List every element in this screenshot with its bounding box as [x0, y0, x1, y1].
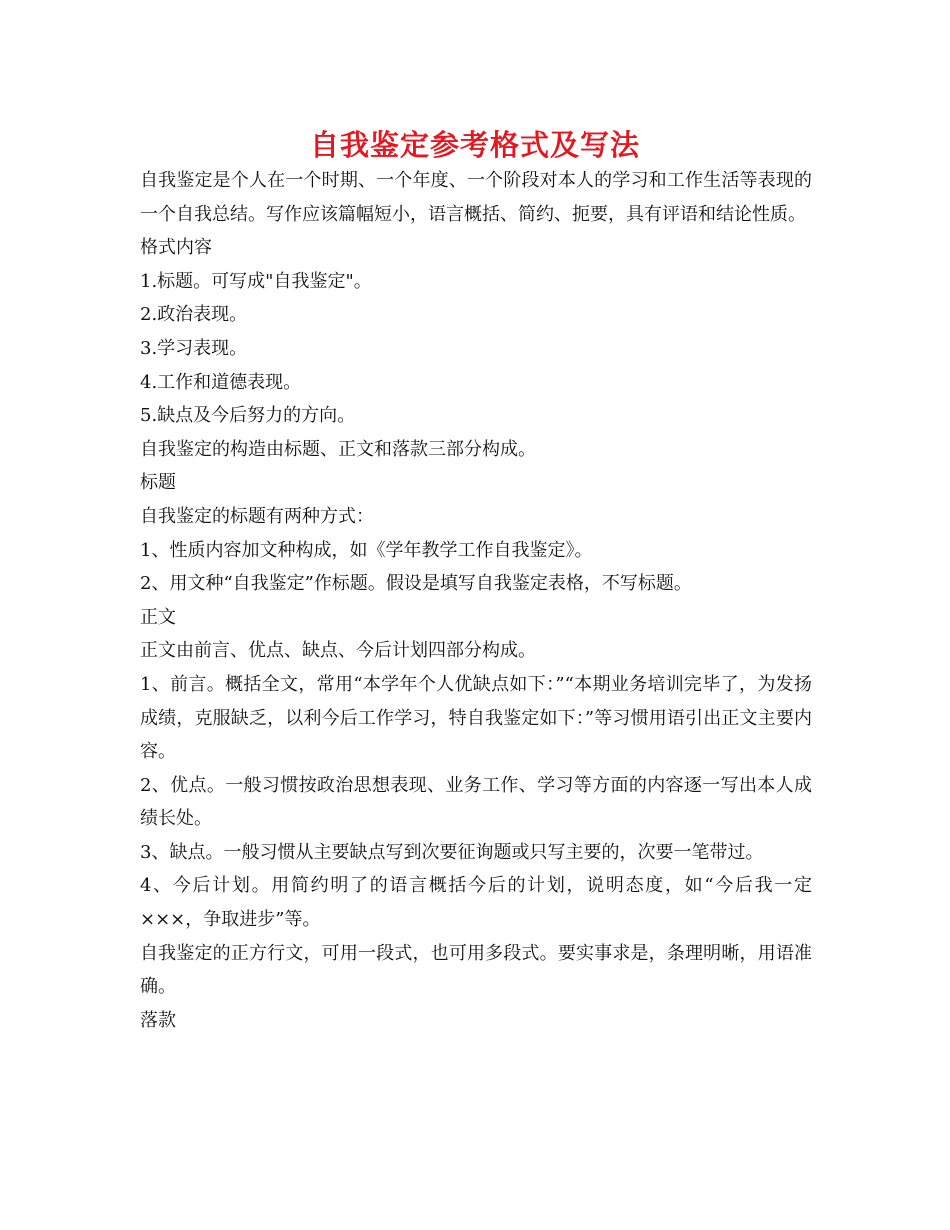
list-item: 2、优点。一般习惯按政治思想表现、业务工作、学习等方面的内容逐一写出本人成绩长处。 — [140, 774, 812, 830]
section-heading-format: 格式内容 — [140, 237, 212, 259]
writing-style-paragraph: 自我鉴定的正方行文，可用一段式，也可用多段式。要实事求是，条理明晰，用语准确。 — [140, 942, 812, 998]
section-heading-title: 标题 — [140, 472, 176, 494]
body-structure-paragraph: 正文由前言、优点、缺点、今后计划四部分构成。 — [140, 640, 536, 662]
list-item: 1.标题。可写成"自我鉴定"。 — [140, 270, 372, 292]
section-heading-signature: 落款 — [140, 1009, 176, 1031]
document-title: 自我鉴定参考格式及写法 — [309, 128, 640, 162]
list-item: 1、性质内容加文种构成，如《学年教学工作自我鉴定》。 — [140, 539, 593, 561]
section-heading-body: 正文 — [140, 606, 176, 628]
list-item: 4、今后计划。用简约明了的语言概括今后的计划，说明态度，如“今后我一定×××，争取进步”等。 — [140, 875, 812, 931]
list-item: 5.缺点及今后努力的方向。 — [140, 405, 356, 427]
list-item: 3、缺点。一般习惯从主要缺点写到次要征询题或只写主要的，次要一笔带过。 — [140, 841, 764, 863]
document-body — [140, 164, 812, 1037]
list-item: 4.工作和道德表现。 — [140, 371, 302, 393]
list-item: 2、用文种“自我鉴定”作标题。假设是填写自我鉴定表格，不写标题。 — [140, 573, 692, 595]
list-item: 3.学习表现。 — [140, 337, 248, 359]
title-methods-paragraph: 自我鉴定的标题有两种方式： — [140, 505, 374, 527]
intro-paragraph: 自我鉴定是个人在一个时期、一个年度、一个阶段对本人的学习和工作生活等表现的一个自我总结。写作应该篇幅短小，语言概括、简约、扼要，具有评语和结论性质。 — [140, 170, 812, 225]
structure-paragraph: 自我鉴定的构造由标题、正文和落款三部分构成。 — [140, 438, 536, 460]
list-item: 2.政治表现。 — [140, 304, 248, 326]
list-item: 1、前言。概括全文，常用“本学年个人优缺点如下：”“本期业务培训完毕了，为发扬成绩，克服缺乏，以利今后工作学习，特自我鉴定如下：”等习惯用语引出正文主要内容。 — [140, 673, 812, 763]
